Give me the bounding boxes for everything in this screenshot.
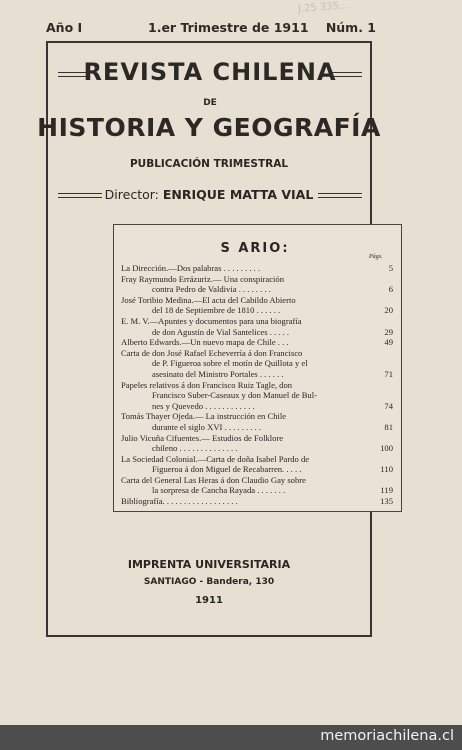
toc-entry (121, 433, 393, 454)
toc-entry (121, 454, 393, 475)
printer-address: SANTIAGO - Bandera, 130 (143, 577, 275, 587)
toc-entry-line: de don Agustín de Vial Santelices . . . . . (152, 326, 290, 337)
journal-title-line2: HISTORIA Y GEOGRAFÍA (37, 113, 381, 142)
sumario-title: S ARIO: (220, 241, 290, 256)
toc-page-number: 29 (384, 326, 393, 337)
toc-page-number: 6 (388, 284, 393, 295)
journal-title-connector: DE (203, 98, 217, 108)
toc-entry (121, 475, 393, 496)
toc-entry-line: chileno . . . . . . . . . . . . . . (152, 443, 238, 454)
toc-entry-line: la sorpresa de Cancha Rayada . . . . . . . (152, 485, 286, 496)
site-brand-link[interactable]: memoriachilena.cl (320, 728, 454, 744)
toc-entry-line: Tomás Thayer Ojeda.— La instrucción en Chile (121, 411, 287, 422)
toc-entry-line: Papeles relativos á don Francisco Ruiz Tagle, don (121, 379, 293, 390)
toc-entry (121, 295, 393, 316)
toc-entry-line: Bibliografía. . . . . . . . . . . . . . . . . . (121, 496, 238, 507)
toc-entry (121, 496, 393, 507)
toc-entry (121, 380, 393, 412)
toc-page-number: 49 (384, 337, 393, 348)
toc-entry-line: José Toribio Medina.—El acta del Cabildo Abierto (121, 294, 296, 305)
toc-entry-line: E. M. V.—Apuntes y documentos para una biografía (121, 315, 302, 326)
toc-entry (121, 411, 393, 432)
toc-page-number: 71 (384, 368, 393, 379)
toc-entry-line: Julio Vicuña Cifuentes.— Estudios de Folklore (121, 432, 284, 443)
publication-frequency: PUBLICACIÓN TRIMESTRAL (129, 158, 289, 170)
director-name: ENRIQUE MATTA VIAL (162, 187, 314, 202)
toc-entry-line: Carta del General Las Heras á don Claudio Gay sobre (121, 474, 306, 485)
toc-page-number: 20 (384, 305, 393, 316)
printer-name: IMPRENTA UNIVERSITARIA (127, 558, 291, 571)
toc-page-number: 100 (380, 443, 393, 454)
toc-entry-line: Carta de don José Rafael Echeverría á don Francisco (121, 347, 303, 358)
table-of-contents (121, 263, 393, 507)
toc-entry (121, 348, 393, 380)
issue-header (46, 20, 376, 38)
issue-number-label: Núm. 1 (325, 20, 376, 35)
toc-page-number: 81 (384, 421, 393, 432)
toc-entry-line: Figueroa á don Miguel de Recabarren. . . . . (152, 464, 302, 475)
toc-entry-line: Alberto Edwards.—Un nuevo mapa de Chile . . . (121, 337, 289, 348)
toc-entry-line: Francisco Suber-Caseaux y don Manuel de Bul- (152, 390, 317, 401)
toc-entry (121, 337, 393, 348)
toc-entry-line: contra Pedro de Valdivia . . . . . . . . (152, 284, 271, 295)
toc-entry-line: durante el siglo XVI . . . . . . . . . (152, 421, 262, 432)
toc-entry-line: La Sociedad Colonial.—Carta de doña Isabel Pardo de (121, 453, 310, 464)
toc-page-number: 119 (380, 485, 393, 496)
toc-entry (121, 263, 393, 274)
publication-year: 1911 (195, 595, 223, 606)
director-line (0, 187, 418, 202)
director-label: Director: (104, 187, 159, 202)
pages-column-label: Págs. (369, 254, 383, 260)
journal-title-line1: REVISTA CHILENA (83, 58, 337, 86)
toc-entry-line: del 18 de Septiembre de 1810 . . . . . . (152, 305, 281, 316)
toc-entry-line: nes y Quevedo . . . . . . . . . . . . (152, 400, 255, 411)
year-volume-label: Año I (46, 20, 83, 35)
toc-entry-line: de P. Figueroa sobre el motín de Quillota y el (152, 358, 308, 369)
trimester-label: 1.er Trimestre de 1911 (148, 20, 309, 35)
pencil-annotation: J.25 335... (297, 0, 349, 15)
toc-entry-line: Fray Raymundo Errázuriz.— Una conspiración (121, 273, 284, 284)
toc-page-number: 135 (380, 496, 393, 507)
toc-entry (121, 316, 393, 337)
toc-page-number: 74 (384, 400, 393, 411)
toc-entry (121, 274, 393, 295)
toc-entry-line: La Dirección.—Dos palabras . . . . . . . . . (121, 263, 261, 273)
site-footer-bar (0, 725, 462, 750)
toc-entry-line: asesinato del Ministro Portales . . . . . . (152, 368, 284, 379)
toc-page-number: 5 (388, 263, 393, 273)
toc-page-number: 110 (380, 464, 393, 475)
